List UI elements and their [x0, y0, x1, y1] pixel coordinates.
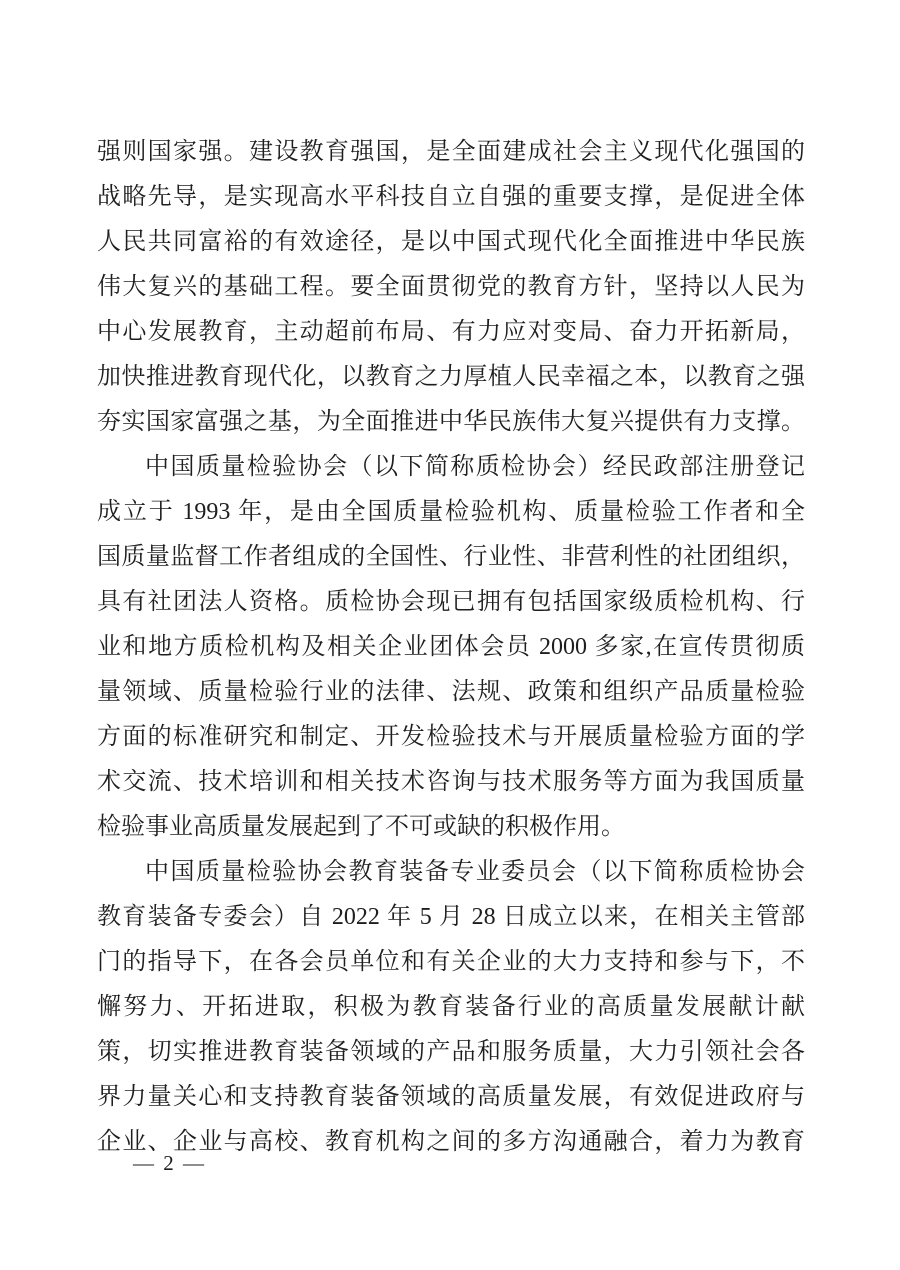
paragraph [97, 445, 805, 850]
text-line: 懈努力、开拓进取，积极为教育装备行业的高质量发展献计献 [97, 994, 805, 1020]
text-line: 中国质量检验协会教育装备专业委员会（以下简称质检协会 [145, 859, 805, 885]
text-line: 策，切实推进教育装备领域的产品和服务质量，大力引领社会各 [97, 1039, 805, 1065]
paragraph [97, 850, 805, 1165]
text-line: 量领域、质量检验行业的法律、法规、政策和组织产品质量检验 [97, 679, 805, 705]
text-line: 加快推进教育现代化，以教育之力厚植人民幸福之本，以教育之强 [97, 364, 805, 390]
paragraph [97, 130, 805, 445]
text-line: 战略先导，是实现高水平科技自立自强的重要支撑，是促进全体 [97, 184, 805, 210]
text-line: 中心发展教育，主动超前布局、有力应对变局、奋力开拓新局， [97, 319, 805, 345]
page-number: — 2 — [133, 1151, 206, 1175]
text-line: 国质量监督工作者组成的全国性、行业性、非营利性的社团组织， [97, 544, 805, 570]
text-line: 门的指导下，在各会员单位和有关企业的大力支持和参与下，不 [97, 949, 805, 975]
text-line: 方面的标准研究和制定、开发检验技术与开展质量检验方面的学 [97, 724, 805, 750]
text-line: 伟大复兴的基础工程。要全面贯彻党的教育方针，坚持以人民为 [97, 274, 805, 300]
text-line: 术交流、技术培训和相关技术咨询与技术服务等方面为我国质量 [97, 769, 805, 795]
text-line: 企业、企业与高校、教育机构之间的多方沟通融合，着力为教育 [97, 1129, 805, 1155]
document-body [97, 130, 805, 1165]
text-line: 界力量关心和支持教育装备领域的高质量发展，有效促进政府与 [97, 1084, 805, 1110]
text-line: 检验事业高质量发展起到了不可或缺的积极作用。 [97, 814, 625, 840]
text-line: 人民共同富裕的有效途径，是以中国式现代化全面推进中华民族 [97, 229, 805, 255]
text-line: 业和地方质检机构及相关企业团体会员 2000 多家,在宣传贯彻质 [97, 634, 805, 660]
text-line: 成立于 1993 年，是由全国质量检验机构、质量检验工作者和全 [97, 499, 805, 525]
text-line: 具有社团法人资格。质检协会现已拥有包括国家级质检机构、行 [97, 589, 805, 615]
text-line: 强则国家强。建设教育强国，是全面建成社会主义现代化强国的 [97, 139, 805, 165]
text-line: 夯实国家富强之基，为全面推进中华民族伟大复兴提供有力支撑。 [97, 409, 805, 435]
text-line: 教育装备专委会）自 2022 年 5 月 28 日成立以来，在相关主管部 [97, 904, 805, 930]
text-line: 中国质量检验协会（以下简称质检协会）经民政部注册登记 [145, 454, 805, 480]
